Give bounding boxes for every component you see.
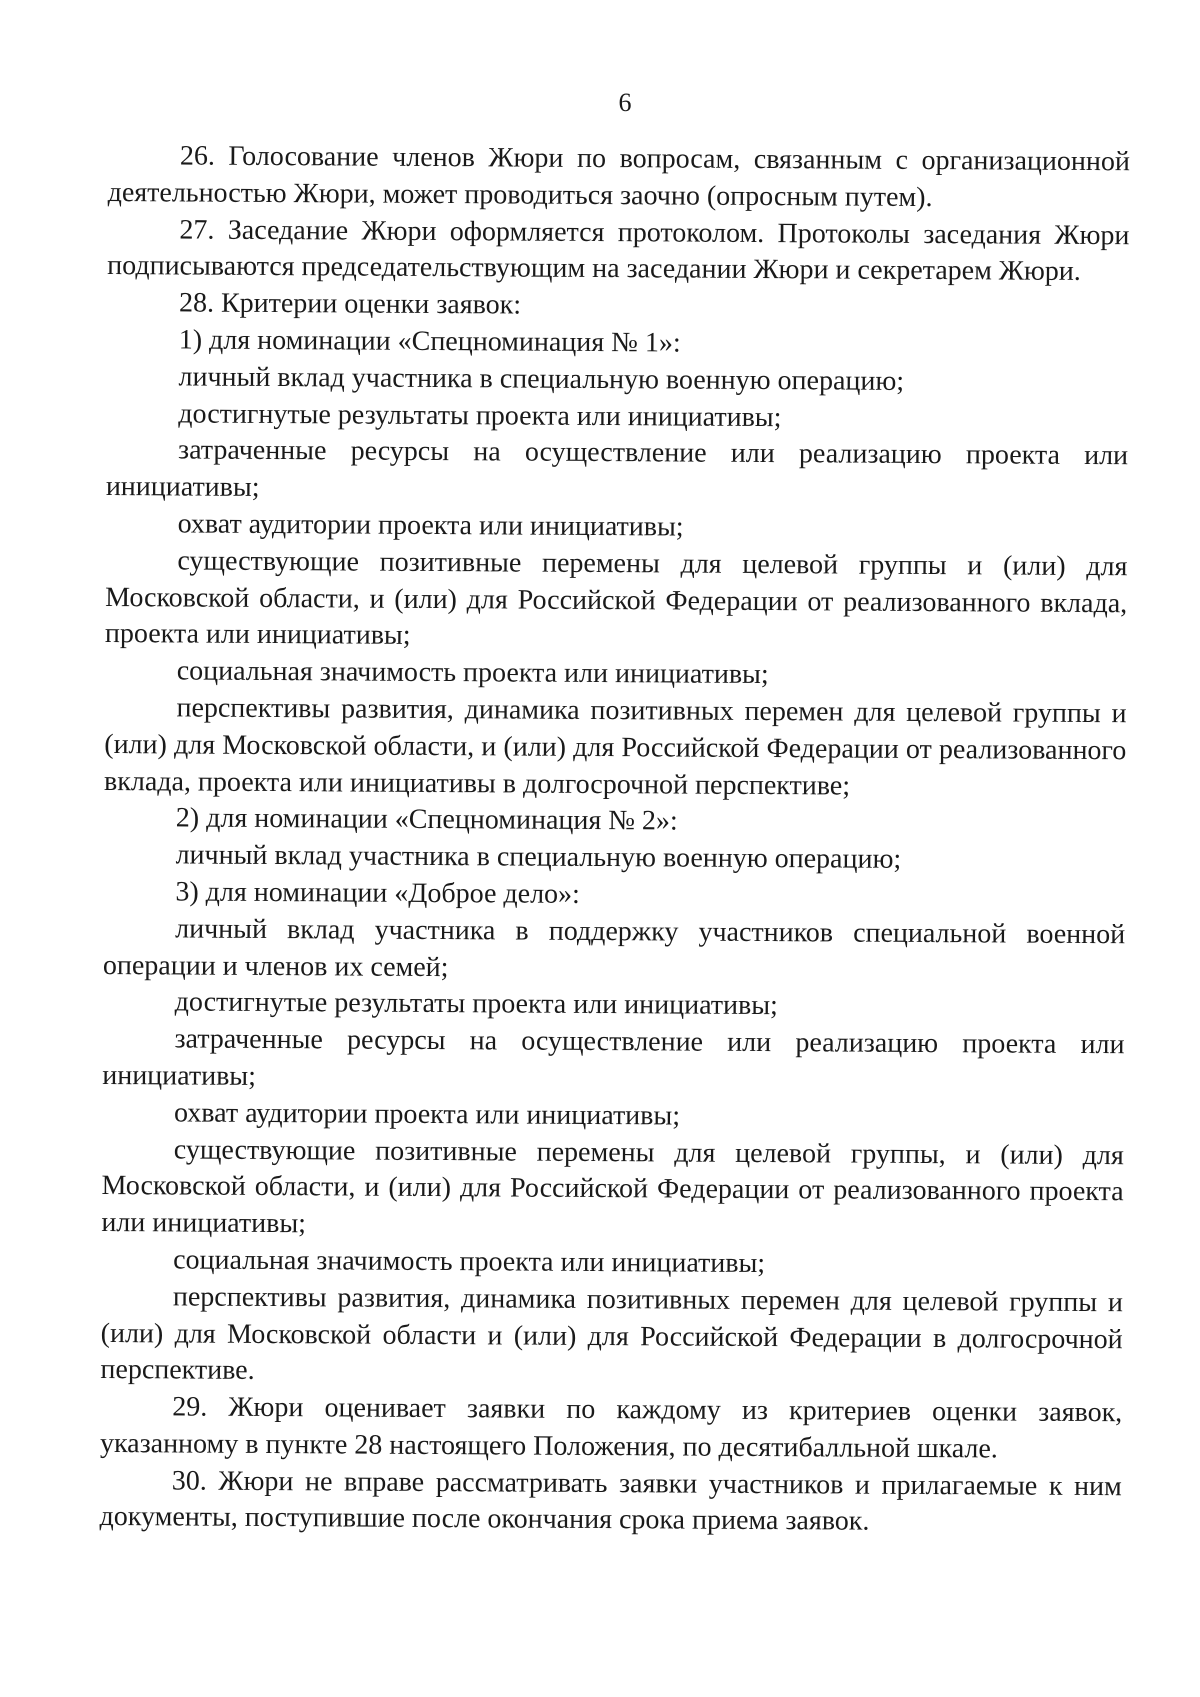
criterion-item: социальная значимость проекта или инициативы; <box>176 655 769 691</box>
subheading-nomination-1: 1) для номинации «Спецноминация № 1»: <box>178 324 681 359</box>
criterion-item: личный вклад участника в специальную военную операцию; <box>175 839 902 875</box>
criterion-item: существующие позитивные перемены для целевой группы, и (или) для Московской области, и (или) для Российской Федерации от реализованного проекта или инициативы; <box>101 1133 1124 1240</box>
criterion-item: перспективы развития, динамика позитивных перемен для целевой группы и (или) для Московской области и (или) для Российской Федерации в долгосрочной перспективе. <box>100 1281 1124 1387</box>
document-body <box>99 138 1130 1542</box>
criterion-item: затраченные ресурсы на осуществление или реализацию проекта или инициативы; <box>102 1023 1125 1092</box>
criterion-item: охват аудитории проекта или инициативы; <box>173 1097 681 1132</box>
paragraph-30: 30. Жюри не вправе рассматривать заявки участников и прилагаемые к ним документы, поступившие после окончания срока приема заявок. <box>99 1465 1122 1538</box>
criterion-item: достигнутые результаты проекта или инициативы; <box>178 398 782 433</box>
criterion-item: личный вклад участника в специальную военную операцию; <box>178 361 905 397</box>
paragraph-29: 29. Жюри оценивает заявки по каждому из критериев оценки заявок, указанному в пункте 28 настоящего Положения, по десятибалльной шкале. <box>99 1391 1123 1465</box>
criterion-item: существующие позитивные перемены для целевой группы и (или) для Московской области, и (или) для Российской Федерации от реализованного вклада, проекта или инициативы; <box>104 545 1128 652</box>
paragraph-28-heading: 28. Критерии оценки заявок: <box>178 287 522 321</box>
criterion-item: достигнутые результаты проекта или инициативы; <box>174 986 778 1022</box>
criterion-item: социальная значимость проекта или инициативы; <box>173 1244 766 1279</box>
page-number: 6 <box>618 88 632 117</box>
criterion-item: личный вклад участника в поддержку участников специальной военной операции и членов их семей; <box>102 913 1126 983</box>
subheading-good-deed: 3) для номинации «Доброе дело»: <box>175 876 580 910</box>
criterion-item: перспективы развития, динамика позитивных перемен для целевой группы и (или) для Московской области, и (или) для Российской Федерации от реализованного вклада, проекта или инициативы в долгосрочной перспективе; <box>103 692 1127 802</box>
paragraph-26: 26. Голосование членов Жюри по вопросам, связанным с организационной деятельностью Жюри, может проводиться заочно (опросным путем). <box>107 140 1130 213</box>
paragraph-27: 27. Заседание Жюри оформляется протоколом. Протоколы заседания Жюри подписываются председательствующим на заседании Жюри и секретарем Жюри. <box>107 214 1130 288</box>
criterion-item: затраченные ресурсы на осуществление или реализацию проекта или инициативы; <box>105 434 1129 504</box>
criterion-item: охват аудитории проекта или инициативы; <box>177 508 684 543</box>
subheading-nomination-2: 2) для номинации «Спецноминация № 2»: <box>175 802 678 837</box>
